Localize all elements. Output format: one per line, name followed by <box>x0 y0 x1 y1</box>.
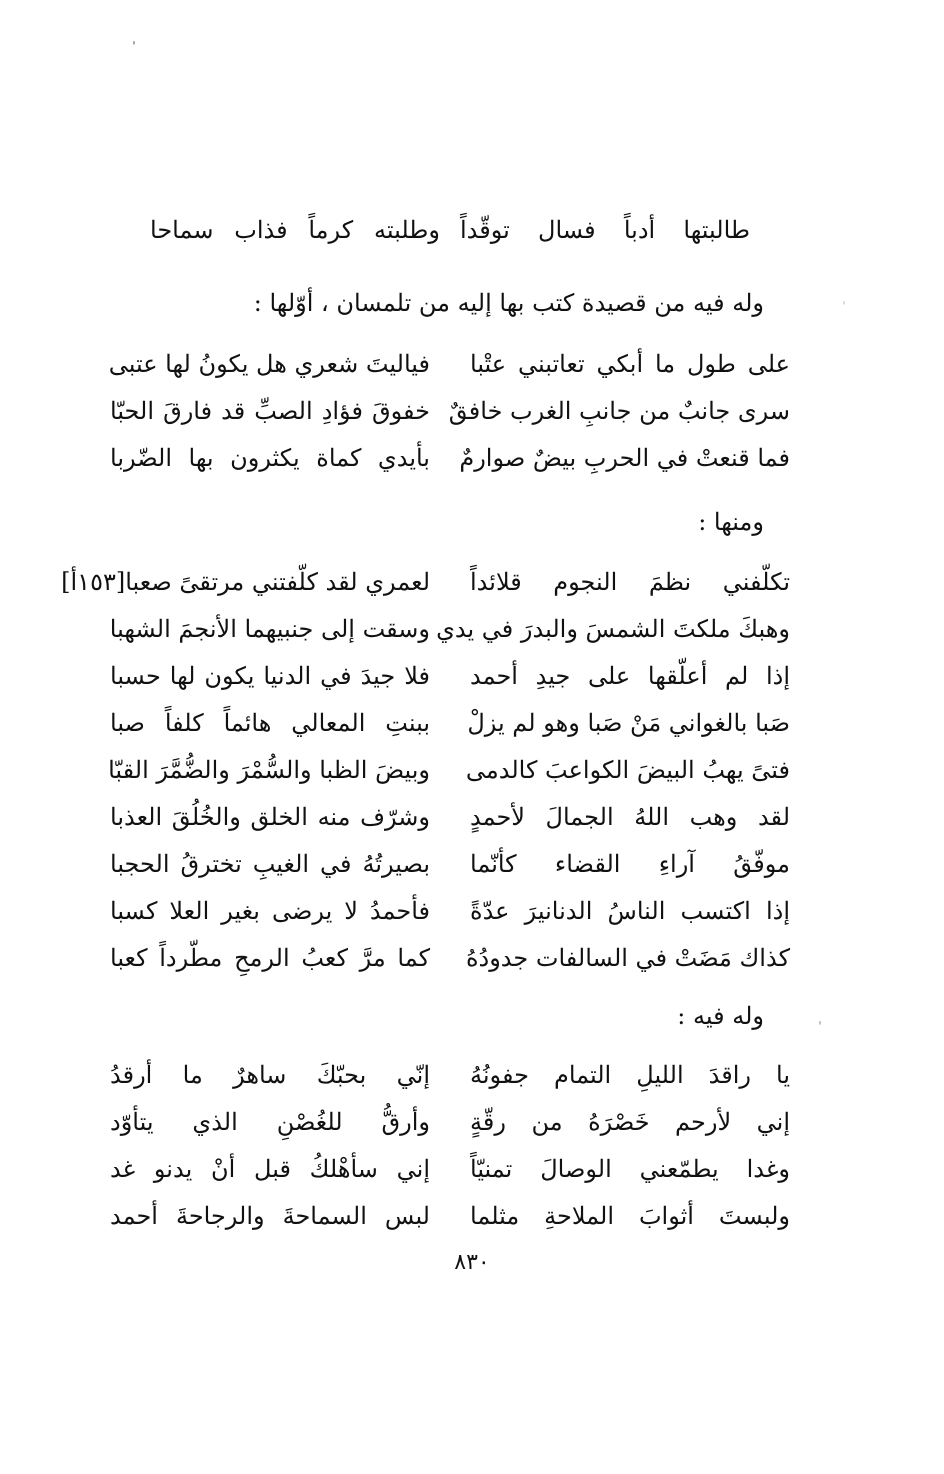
verse-line <box>110 1053 790 1097</box>
verse-line <box>110 1100 790 1144</box>
verse-right-hemistich: كذاك مَضَتْ في السالفات جدودُهُ <box>465 944 790 972</box>
verse-line <box>150 205 750 255</box>
verse-right-hemistich: إذا لم أعلّقها على جيدِ أحمد <box>470 662 790 690</box>
verse-right-hemistich: إني لأرحم خَصْرَهُ من رقّةٍ <box>470 1108 790 1136</box>
verse-left-hemistich: فلا جيدَ في الدنيا يكون لها حسبا <box>110 662 430 690</box>
verse-line <box>110 436 790 480</box>
verse-right-hemistich: طالبتها أدباً فسال توقّداً <box>460 216 750 244</box>
verse-line <box>110 748 790 792</box>
verse-left-hemistich: كما مرَّ كعبُ الرمحِ مطّرداً كعبا <box>110 944 430 972</box>
margin-mark: ˈ <box>842 300 846 316</box>
margin-mark: ˈ <box>132 40 136 56</box>
verse-right-hemistich: سرى جانبٌ من جانبِ الغرب خافقٌ <box>448 397 790 425</box>
verse-line <box>110 701 790 745</box>
verse-left-hemistich: وطلبته كرماً فذاب سماحا <box>150 216 440 244</box>
verse-right-hemistich: على طول ما أبكي تعاتبني عتْبا <box>470 350 790 378</box>
verse-line <box>110 342 790 386</box>
verse-left-hemistich: ببنتِ المعالي هائماً كلفاً صبا <box>110 709 430 737</box>
verse-line <box>61 560 790 604</box>
verse-left-hemistich: بصيرتُهُ في الغيبِ تخترقُ الحجبا <box>110 850 430 878</box>
verse-line <box>110 889 790 933</box>
verse-line <box>110 795 790 839</box>
verse-left-hemistich: وشرّف منه الخلق والخُلُقَ العذبا <box>110 803 430 831</box>
verse-right-hemistich: لقد وهب اللهُ الجمالَ لأحمدٍ <box>470 803 790 831</box>
verse-line <box>110 1147 790 1191</box>
verse-left-hemistich: لبس السماحةَ والرجاحةَ أحمد <box>110 1202 430 1230</box>
verse-left-hemistich: وسقت إلى جنبيهما الأنجمَ الشهبا <box>109 615 430 643</box>
verse-left-hemistich: فأحمدُ لا يرضى بغير العلا كسبا <box>110 897 430 925</box>
verse-line <box>110 654 790 698</box>
verse-right-hemistich: فتىً يهبُ البيضَ الكواعبَ كالدمى <box>465 756 790 784</box>
verse-right-hemistich: يا راقدَ الليلِ التمام جفونُهُ <box>470 1061 790 1089</box>
verse-right-hemistich: موفّقُ آراءِ القضاء كأنّما <box>470 850 790 878</box>
verse-right-hemistich: وهبكَ ملكتَ الشمسَ والبدرَ في يدي <box>436 615 790 643</box>
verse-left-hemistich: إنّي بحبّكَ ساهرٌ ما أرقدُ <box>110 1061 430 1089</box>
verse-left-hemistich: إني سأهْلكُ قبل أنْ يدنو غد <box>110 1155 430 1183</box>
verse-right-hemistich: صَبا بالغواني مَنْ صَبا وهو لم يزلْ <box>467 709 790 737</box>
page-number: ٨٣٠ <box>454 1250 490 1275</box>
verse-left-hemistich: فياليتَ شعري هل يكونُ لها عتبى <box>108 350 430 378</box>
verse-right-hemistich: تكلّفني نظمَ النجوم قلائداً <box>470 568 790 596</box>
verse-right-hemistich: إذا اكتسب الناسُ الدنانيرَ عدّةً <box>470 897 790 925</box>
verse-line <box>110 842 790 886</box>
intro-line: وله فيه من قصيدة كتب بها إليه من تلمسان ، أوّلها : <box>253 289 764 317</box>
verse-line <box>110 389 790 433</box>
verse-left-hemistich: وبيضَ الظبا والسُّمْرَ والضُّمَّرَ القبّا <box>108 756 430 784</box>
verse-right-hemistich: وغدا يطمّعني الوصالَ تمنيّاً <box>470 1155 790 1183</box>
verse-right-hemistich: فما قنعتْ في الحربِ بيضٌ صوارمٌ <box>459 444 790 472</box>
margin-mark: ˈ <box>818 1020 822 1036</box>
verse-left-hemistich: وأرقُّ للغُصْنِ الذي يتأوّد <box>110 1108 430 1136</box>
verse-left-hemistich: بأيدي كماة يكثرون بها الضّربا <box>110 444 430 472</box>
verse-right-hemistich: ولبستَ أثوابَ الملاحةِ مثلما <box>470 1202 790 1230</box>
verse-line <box>110 1194 790 1238</box>
verse-line <box>110 936 790 980</box>
intro-line: وله فيه : <box>677 1002 764 1030</box>
verse-left-hemistich: خفوقَ فؤادِ الصبِّ قد فارقَ الحبّا <box>110 397 430 425</box>
intro-line: ومنها : <box>698 508 764 536</box>
verse-left-hemistich: لعمري لقد كلّفتني مرتقىً صعبا[١٥٣أ] <box>61 568 430 596</box>
verse-line <box>110 607 790 651</box>
